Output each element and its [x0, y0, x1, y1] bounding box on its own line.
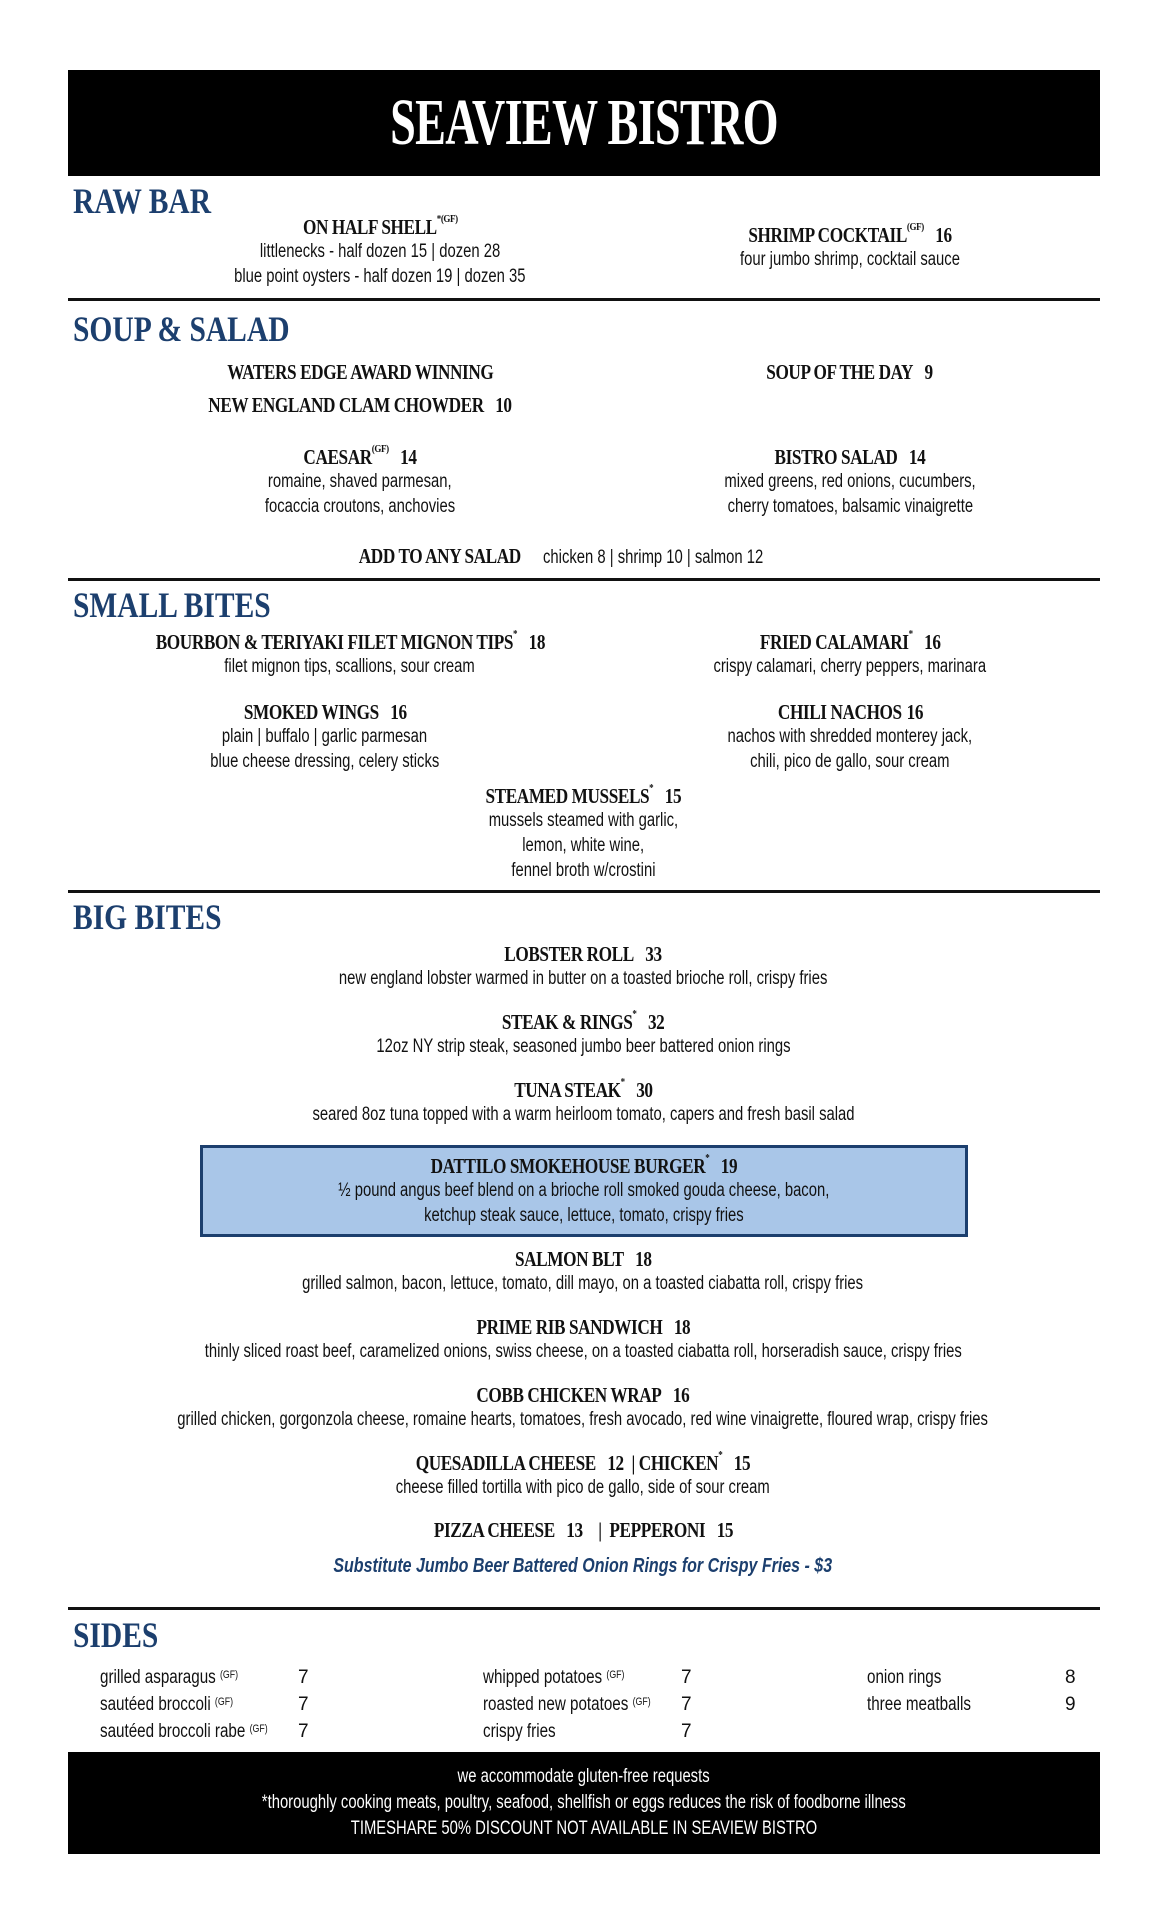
item-tuna-steak [0, 1078, 1166, 1128]
item-price: 18 [673, 1315, 690, 1339]
item-price: 14 [908, 445, 926, 469]
item-price: 33 [645, 942, 662, 966]
side-price: 7 [681, 1721, 692, 1742]
item-soup-of-the-day [600, 357, 1100, 390]
item-name: BISTRO SALAD [774, 445, 898, 469]
side-name: roasted new potatoes [483, 1694, 629, 1715]
item-desc: cherry tomatoes, balsamic vinaigrette [727, 496, 973, 517]
side-price: 9 [1065, 1694, 1076, 1715]
item-mark: *(GF) [436, 213, 458, 225]
item-desc: mussels steamed with garlic, [488, 810, 678, 831]
restaurant-name: SEAVIEW BISTRO [390, 86, 778, 159]
item-bistro-salad [600, 445, 1100, 520]
item-name: NEW ENGLAND CLAM CHOWDER [208, 393, 484, 417]
side-price: 7 [681, 1667, 692, 1688]
item-name: PIZZA CHEESE [433, 1518, 555, 1542]
divider [68, 890, 1100, 893]
item-mark: (GF) [371, 443, 389, 455]
item-name: LOBSTER ROLL [504, 942, 634, 966]
item-pizza: PIZZA CHEESE 13 | PEPPERONI 15 [433, 1518, 733, 1542]
item-desc: romaine, shaved parmesan, [268, 471, 452, 492]
sides-column-3 [867, 1664, 1077, 1718]
section-big-bites: BIG BITES [73, 897, 222, 937]
side-item [100, 1718, 310, 1745]
item-desc: littlenecks - half dozen 15 | dozen 28 [259, 241, 501, 262]
item-mark: * [648, 782, 653, 794]
item-shrimp-cocktail [600, 223, 1100, 273]
item-name: CHICKEN [638, 1451, 719, 1475]
side-name: grilled asparagus [100, 1667, 216, 1688]
item-price: 13 [565, 1518, 583, 1542]
side-mark: (GF) [214, 1696, 234, 1708]
item-steak-rings [0, 1010, 1166, 1060]
item-price: 16 [390, 700, 407, 724]
item-price: 16 [906, 700, 923, 724]
item-mark: * [705, 1152, 710, 1164]
side-price: 7 [298, 1667, 309, 1688]
item-name: SHRIMP COCKTAIL [748, 223, 907, 247]
side-mark: (GF) [632, 1696, 651, 1708]
item-name: SOUP OF THE DAY [766, 360, 914, 384]
side-price: 7 [681, 1694, 692, 1715]
side-item [483, 1691, 693, 1718]
add-to-salad [0, 544, 1166, 569]
item-desc: lemon, white wine, [522, 835, 644, 856]
item-price: 9 [925, 360, 934, 384]
side-name: onion rings [867, 1667, 942, 1688]
side-mark: (GF) [249, 1723, 268, 1735]
item-clam-chowder [130, 357, 590, 423]
item-name: PRIME RIB SANDWICH [476, 1315, 663, 1339]
item-name: SALMON BLT [514, 1247, 624, 1271]
item-price: 15 [733, 1451, 751, 1475]
add-label: ADD TO ANY SALAD [358, 544, 521, 568]
item-mark: * [620, 1076, 625, 1088]
item-name: CHILI NACHOS [777, 700, 902, 724]
side-name: whipped potatoes [483, 1667, 603, 1688]
side-price: 7 [298, 1721, 309, 1742]
item-salmon-blt [0, 1247, 1166, 1297]
item-name: TUNA STEAK [513, 1078, 621, 1102]
item-name: FRIED CALAMARI [759, 630, 909, 654]
item-name: QUESADILLA CHEESE [415, 1451, 596, 1475]
item-price: 32 [647, 1010, 665, 1034]
item-mark: (GF) [906, 221, 924, 233]
item-cobb-wrap [0, 1383, 1166, 1433]
side-price: 8 [1065, 1667, 1076, 1688]
item-name: WATERS EDGE AWARD WINNING [226, 360, 494, 384]
item-fried-calamari [600, 630, 1100, 680]
side-name: crispy fries [483, 1721, 556, 1742]
item-desc: crispy calamari, cherry peppers, marinara [713, 656, 987, 677]
item-price: 30 [635, 1078, 653, 1102]
side-item [483, 1718, 693, 1745]
section-raw-bar: RAW BAR [73, 181, 212, 221]
footer-gluten-note: we accommodate gluten-free requests [457, 1766, 711, 1787]
side-item [100, 1664, 310, 1691]
section-soup-salad: SOUP & SALAD [73, 309, 290, 349]
sides-column-1 [100, 1664, 310, 1745]
side-item [100, 1691, 310, 1718]
side-item [483, 1664, 693, 1691]
item-desc: focaccia croutons, anchovies [264, 496, 456, 517]
menu-header [68, 70, 1100, 176]
item-price: 15 [716, 1518, 733, 1542]
item-price: 16 [673, 1383, 690, 1407]
side-name: sautéed broccoli [100, 1694, 211, 1715]
menu-footer [68, 1752, 1100, 1854]
item-desc: chili, pico de gallo, sour cream [750, 751, 950, 772]
item-price: 19 [720, 1154, 738, 1178]
item-mark: * [718, 1449, 723, 1461]
substitute-note [0, 1555, 1166, 1578]
item-name: STEAMED MUSSELS [485, 784, 649, 808]
item-price: 18 [528, 630, 545, 654]
item-price: 15 [664, 784, 681, 808]
side-name: three meatballs [867, 1694, 971, 1715]
add-options: chicken 8 | shrimp 10 | salmon 12 [542, 547, 764, 568]
divider [68, 298, 1100, 301]
item-steamed-mussels [333, 784, 833, 884]
item-mark: * [632, 1008, 637, 1020]
side-mark: (GF) [606, 1669, 625, 1681]
item-desc: ketchup steak sauce, lettuce, tomato, crispy fries [424, 1205, 744, 1226]
item-desc: mixed greens, red onions, cucumbers, [724, 471, 976, 492]
divider [68, 578, 1100, 581]
item-caesar [130, 445, 590, 520]
item-smoked-wings [90, 700, 560, 775]
side-name: sautéed broccoli rabe [100, 1721, 246, 1742]
item-desc: nachos with shredded monterey jack, [727, 726, 973, 747]
item-desc: fennel broth w/crostini [510, 860, 656, 881]
item-featured-burger [200, 1145, 968, 1237]
item-name: ON HALF SHELL [302, 215, 437, 239]
item-lobster-roll [0, 942, 1166, 992]
item-mark: * [512, 628, 517, 640]
item-desc: 12oz NY strip steak, seasoned jumbo beer battered onion rings [375, 1036, 791, 1057]
item-quesadilla: QUESADILLA CHEESE 12 | CHICKEN* 15 cheese filled tortilla with pico de gallo, side of sour cream [396, 1449, 770, 1498]
item-desc: cheese filled tortilla with pico de gallo, side of sour cream [396, 1477, 770, 1498]
item-name: CAESAR [303, 445, 372, 469]
section-sides: SIDES [73, 1615, 159, 1655]
item-desc: plain | buffalo | garlic parmesan [222, 726, 428, 747]
item-half-shell [130, 215, 630, 290]
item-desc: thinly sliced roast beef, caramelized onions, swiss cheese, on a toasted ciabatta roll, horseradish sauce, crispy fries [204, 1341, 962, 1362]
item-desc: blue point oysters - half dozen 19 | dozen 35 [234, 266, 526, 287]
item-name: PEPPERONI [608, 1518, 705, 1542]
side-mark: (GF) [219, 1669, 239, 1681]
substitute-text: Substitute Jumbo Beer Battered Onion Rings for Crispy Fries - $3 [333, 1555, 833, 1577]
item-mark: * [908, 628, 913, 640]
item-price: 12 [607, 1451, 624, 1475]
item-desc: filet mignon tips, scallions, sour cream [224, 656, 476, 677]
section-small-bites: SMALL BITES [73, 585, 271, 625]
item-price: 14 [400, 445, 417, 469]
item-prime-rib [0, 1315, 1166, 1365]
side-price: 7 [298, 1694, 309, 1715]
item-desc: seared 8oz tuna topped with a warm heirloom tomato, capers and fresh basil salad [311, 1104, 855, 1125]
item-name: STEAK & RINGS [501, 1010, 633, 1034]
item-price: 16 [923, 630, 941, 654]
item-desc: four jumbo shrimp, cocktail sauce [740, 249, 960, 270]
item-name: SMOKED WINGS [243, 700, 379, 724]
item-desc: blue cheese dressing, celery sticks [210, 751, 440, 772]
item-desc: grilled salmon, bacon, lettuce, tomato, dill mayo, on a toasted ciabatta roll, crispy fries [302, 1273, 864, 1294]
item-price: 18 [634, 1247, 652, 1271]
divider [68, 1607, 1100, 1610]
item-desc: grilled chicken, gorgonzola cheese, romaine hearts, tomatoes, fresh avocado, red wine vinaigrette, floured wrap, crispy fries [177, 1409, 989, 1430]
item-filet-mignon-tips [90, 630, 610, 680]
side-item [867, 1664, 1077, 1691]
sides-column-2 [483, 1664, 693, 1745]
item-price: 16 [935, 223, 952, 247]
item-desc: ½ pound angus beef blend on a brioche roll smoked gouda cheese, bacon, [338, 1180, 830, 1201]
side-item [867, 1691, 1077, 1718]
item-desc: new england lobster warmed in butter on a toasted brioche roll, crispy fries [338, 968, 828, 989]
footer-timeshare-note: TIMESHARE 50% DISCOUNT NOT AVAILABLE IN SEAVIEW BISTRO [350, 1818, 818, 1839]
item-name: DATTILO SMOKEHOUSE BURGER [430, 1154, 706, 1178]
item-price: 10 [495, 393, 512, 417]
item-name: BOURBON & TERIYAKI FILET MIGNON TIPS [155, 630, 513, 654]
item-name: COBB CHICKEN WRAP [476, 1383, 662, 1407]
item-chili-nachos [600, 700, 1100, 775]
footer-health-warning: *thoroughly cooking meats, poultry, seafood, shellfish or eggs reduces the risk of foodborne illness [262, 1792, 906, 1813]
